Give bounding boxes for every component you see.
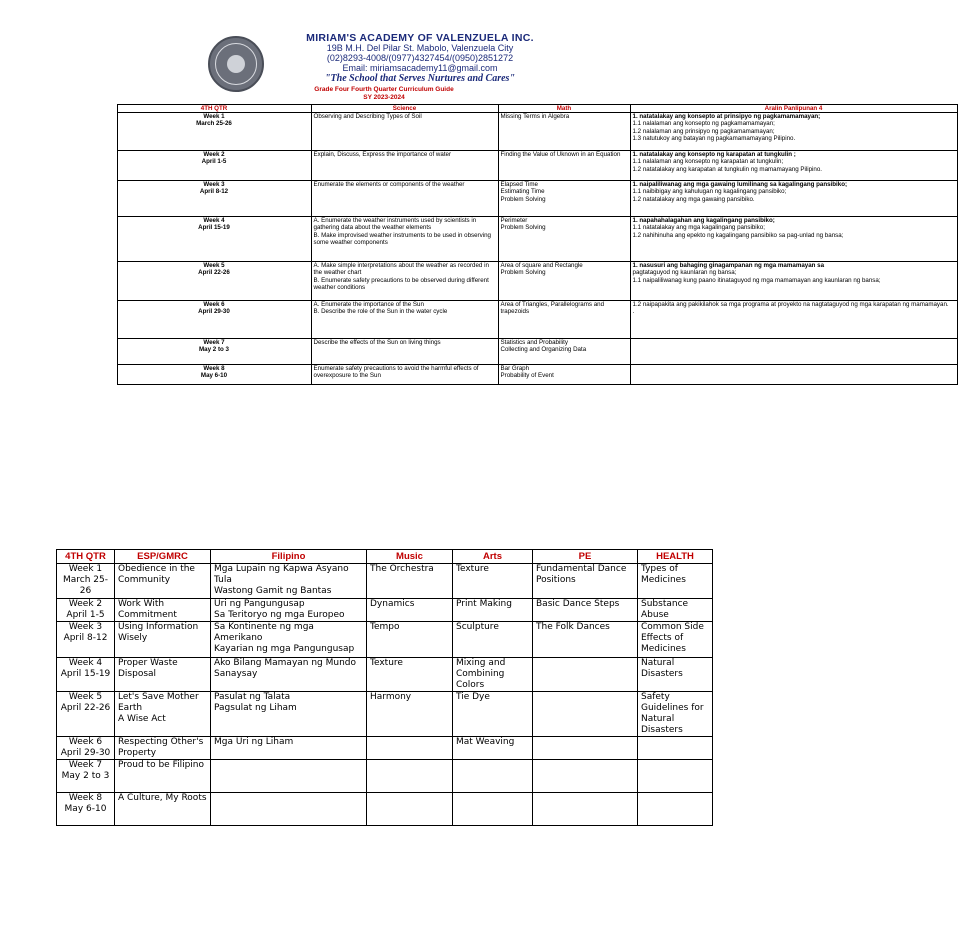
music-topic: Dynamics: [370, 599, 415, 609]
ap-sub-objective: pagtataguyod ng kaunlaran ng bansa;: [632, 269, 737, 277]
ap-main-objective: 1. naipaliliwanag ang mga gawaing lumilinang sa kagalingang pansibiko;: [632, 181, 848, 189]
music-topic: Harmony: [370, 692, 412, 702]
table-row: [57, 760, 713, 793]
week-cell: [57, 692, 115, 737]
week-dates: April 1-5: [66, 610, 105, 620]
week-label: Week 6: [203, 301, 225, 309]
column-header: Math: [498, 105, 630, 113]
arts-topic: Mixing and Combining Colors: [456, 658, 506, 690]
math-topic: Estimating Time: [500, 188, 545, 196]
math-cell: [498, 301, 630, 339]
science-topic: Observing and Describing Types of Soil: [313, 113, 422, 121]
week-label: Week 5: [68, 692, 103, 702]
esp-topic: A Culture, My Roots: [118, 793, 207, 803]
esp-cell: [115, 564, 211, 599]
week-label: Week 8: [203, 365, 225, 373]
health-topic: Substance Abuse: [641, 599, 689, 620]
health-cell: [638, 599, 713, 622]
math-topic: Area of Triangles, Parallelograms and trapezoids: [500, 301, 605, 316]
ap-sub-objective: 1.1 naibibigay ang kahulugan ng kagalingang pansibiko;: [632, 188, 787, 196]
week-cell: [117, 217, 311, 262]
math-cell: [498, 339, 630, 365]
week-label: Week 2: [203, 151, 225, 159]
health-cell: [638, 737, 713, 760]
ap-main-objective: 1. natatalakay ang konsepto at prinsipyo ng pagkamamamayan;: [632, 113, 821, 121]
week-cell: [117, 113, 311, 151]
math-cell: [498, 181, 630, 217]
math-topic: Probability of Event: [500, 372, 554, 380]
filipino-topic: Tula: [214, 575, 232, 585]
pe-topic: Fundamental Dance Positions: [536, 564, 627, 585]
aralin-panlipunan-cell: [630, 301, 957, 339]
week-label: Week 7: [203, 339, 225, 347]
aralin-panlipunan-cell: [630, 217, 957, 262]
music-cell: [367, 692, 453, 737]
math-topic: Problem Solving: [500, 224, 546, 232]
table-row: [57, 692, 713, 737]
aralin-panlipunan-cell: [630, 262, 957, 301]
music-cell: [367, 793, 453, 826]
week-label: Week 5: [203, 262, 225, 270]
esp-cell: [115, 793, 211, 826]
music-cell: [367, 658, 453, 692]
arts-cell: [453, 793, 533, 826]
science-cell: [311, 262, 498, 301]
school-year: SY 2023-2024: [363, 94, 405, 101]
esp-cell: [115, 760, 211, 793]
health-cell: [638, 622, 713, 658]
week-cell: [117, 262, 311, 301]
music-topic: Tempo: [370, 622, 400, 632]
ap-sub-objective: 1.1 nalalaman ang konsepto ng pagkamamamayan;: [632, 120, 775, 128]
week-cell: [57, 658, 115, 692]
science-topic: A. Make simple interpretations about the weather as recorded in the weather chart: [313, 262, 489, 277]
week-cell: [117, 301, 311, 339]
science-cell: [311, 151, 498, 181]
filipino-cell: [211, 658, 367, 692]
pe-topic: Basic Dance Steps: [536, 599, 620, 609]
week-dates: April 22-26: [60, 703, 111, 713]
week-dates: April 8-12: [199, 188, 229, 196]
filipino-topic: Sa Kontinente ng mga Amerikano: [214, 622, 314, 643]
math-topic: Collecting and Organizing Data: [500, 346, 587, 354]
filipino-topic: Sa Teritoryo ng mga Europeo: [214, 610, 345, 620]
aralin-panlipunan-cell: [630, 151, 957, 181]
week-label: Week 4: [68, 658, 103, 668]
filipino-cell: [211, 564, 367, 599]
health-topic: Safety Guidelines for Natural Disasters: [641, 692, 704, 735]
science-cell: [311, 217, 498, 262]
table-row: [57, 737, 713, 760]
week-cell: [57, 760, 115, 793]
school-header: [270, 33, 570, 85]
science-cell: [311, 181, 498, 217]
arts-cell: [453, 737, 533, 760]
week-label: Week 8: [68, 793, 103, 803]
ap-sub-objective: 1.3 natutukoy ang batayan ng pagkamamamayang Pilipino.: [632, 134, 796, 142]
esp-cell: [115, 658, 211, 692]
filipino-topic: Pagsulat ng Liham: [214, 703, 297, 713]
week-dates: April 15-19: [60, 669, 111, 679]
week-dates: May 2 to 3: [61, 771, 110, 781]
pe-topic: The Folk Dances: [536, 622, 610, 632]
table-header-row: [111, 105, 957, 113]
health-topic: Types of Medicines: [641, 564, 686, 585]
esp-topic: Respecting Other's Property: [118, 737, 204, 758]
week-cell: [117, 181, 311, 217]
week-label: Week 7: [68, 760, 103, 770]
week-dates: March 25-26: [63, 575, 108, 596]
arts-cell: [453, 658, 533, 692]
column-header: 4TH QTR: [117, 105, 311, 113]
ap-main-objective: 1. nasusuri ang bahaging ginagampanan ng mga mamamayan sa: [632, 262, 825, 270]
aralin-panlipunan-cell: [630, 339, 957, 365]
health-topic: Natural Disasters: [641, 658, 683, 679]
health-topic: Common Side Effects of Medicines: [641, 622, 704, 654]
ap-main-objective: 1. napahahalagahan ang kagalingang pansibiko;: [632, 217, 775, 225]
science-topic: A. Enumerate the weather instruments used by scientists in gathering data about the weather elements: [313, 217, 477, 232]
week-dates: May 2 to 3: [199, 346, 229, 354]
health-cell: [638, 692, 713, 737]
ap-sub-objective: 1.1 naipaliliwanag kung paano itinataguyod ng mga mamamayan ang kaunlaran ng bansa;: [632, 276, 881, 284]
esp-topic: Proud to be Filipino: [118, 760, 205, 770]
health-cell: [638, 658, 713, 692]
filipino-topic: Ako Bilang Mamayan ng Mundo: [214, 658, 357, 668]
music-cell: [367, 564, 453, 599]
table-row: [57, 658, 713, 692]
science-topic: B. Enumerate safety precautions to be observed during different weather conditions: [313, 276, 489, 291]
pe-cell: [533, 658, 638, 692]
week-dates: April 29-30: [60, 748, 111, 758]
week-dates: May 6-10: [64, 804, 107, 814]
ap-sub-objective: 1.1 natatalakay ang mga kagalingang pansibiko;: [632, 224, 765, 232]
school-email: Email: miriamsacademy11@gmail.com: [342, 63, 498, 73]
science-topic: Explain, Discuss, Express the importance of water: [313, 151, 452, 159]
table-row: [111, 301, 957, 339]
filipino-cell: [211, 793, 367, 826]
esp-topic: Let's Save Mother Earth: [118, 692, 199, 713]
table-row: [57, 564, 713, 599]
health-cell: [638, 564, 713, 599]
filipino-cell: [211, 692, 367, 737]
school-seal-logo: [208, 36, 264, 92]
esp-topic: A Wise Act: [118, 714, 166, 724]
week-label: Week 2: [68, 599, 103, 609]
filipino-topic: Pasulat ng Talata: [214, 692, 291, 702]
arts-topic: Texture: [456, 564, 489, 574]
music-cell: [367, 737, 453, 760]
ap-sub-objective: 1.2 naipapakita ang pakikilahok sa mga programa at proyekto na nagtataguyod ng mga karapatan ng mamamayan.: [632, 301, 949, 309]
ap-sub-objective: 1.2 nalalaman ang prinsipyo ng pagkamamamayan;: [632, 127, 775, 135]
math-cell: [498, 365, 630, 385]
week-dates: April 8-12: [63, 633, 108, 643]
arts-cell: [453, 622, 533, 658]
week-label: Week 4: [203, 217, 225, 225]
column-header: ESP/GMRC: [115, 550, 211, 564]
week-dates: April 29-30: [198, 308, 230, 316]
filipino-topic: Sanaysay: [214, 669, 258, 679]
science-topic: B. Make improvised weather instruments to be used in observing some weather components: [313, 231, 491, 246]
table-row: [111, 113, 957, 151]
ap-sub-objective: .: [632, 308, 635, 316]
pe-cell: [533, 737, 638, 760]
math-cell: [498, 262, 630, 301]
pe-cell: [533, 760, 638, 793]
science-cell: [311, 301, 498, 339]
ap-sub-objective: 1.2 natatalakay ang karapatan at tungkulin ng mamamayang Pilipino.: [632, 165, 823, 173]
table-row: [57, 622, 713, 658]
math-cell: [498, 113, 630, 151]
column-header: Music: [367, 550, 453, 564]
school-name: MIRIAM'S ACADEMY OF VALENZUELA INC.: [306, 32, 534, 44]
esp-cell: [115, 692, 211, 737]
esp-cell: [115, 599, 211, 622]
school-address: 19B M.H. Del Pilar St. Mabolo, Valenzuela City: [326, 43, 514, 53]
table-row: [111, 217, 957, 262]
table-row: [111, 365, 957, 385]
column-header: Science: [311, 105, 498, 113]
esp-topic: Obedience in the Community: [118, 564, 195, 585]
column-header: PE: [533, 550, 638, 564]
ap-sub-objective: 1.2 nahihinuha ang epekto ng kagalingang pansibiko sa pag-unlad ng bansa;: [632, 231, 844, 239]
filipino-topic: Uri ng Pangungusap: [214, 599, 305, 609]
science-topic: Describe the effects of the Sun on living things: [313, 339, 441, 347]
school-motto: "The School that Serves Nurtures and Cares": [324, 73, 516, 84]
week-label: Week 6: [68, 737, 103, 747]
science-cell: [311, 339, 498, 365]
curriculum-table-core-subjects: [111, 104, 958, 385]
column-header: Arts: [453, 550, 533, 564]
science-topic: Enumerate safety precautions to avoid the harmful effects of overexposure to the Sun: [313, 365, 479, 380]
math-topic: Statistics and Probability: [500, 339, 568, 347]
week-cell: [57, 622, 115, 658]
week-dates: May 6-10: [200, 372, 228, 380]
table-row: [111, 262, 957, 301]
music-topic: The Orchestra: [370, 564, 434, 574]
music-cell: [367, 760, 453, 793]
filipino-cell: [211, 622, 367, 658]
table-row: [111, 181, 957, 217]
week-cell: [57, 599, 115, 622]
math-topic: Missing Terms in Algebra: [500, 113, 570, 121]
ap-sub-objective: 1.1 nalalaman ang konsepto ng karapatan at tungkulin;: [632, 158, 784, 166]
math-cell: [498, 151, 630, 181]
table-header-row: [57, 550, 713, 564]
math-topic: Perimeter: [500, 217, 528, 225]
week-dates: April 1-5: [201, 158, 227, 166]
table-row: [57, 793, 713, 826]
ap-main-objective: 1. natatalakay ang konsepto ng karapatan at tungkulin ;: [632, 151, 796, 159]
filipino-cell: [211, 599, 367, 622]
week-dates: March 25-26: [196, 120, 232, 128]
science-topic: B. Describe the role of the Sun in the water cycle: [313, 308, 448, 316]
math-topic: Problem Solving: [500, 269, 546, 277]
week-cell: [57, 737, 115, 760]
arts-topic: Print Making: [456, 599, 512, 609]
science-cell: [311, 113, 498, 151]
week-cell: [117, 365, 311, 385]
table-row: [111, 151, 957, 181]
health-cell: [638, 760, 713, 793]
document-title: Grade Four Fourth Quarter Curriculum Guide: [314, 86, 454, 93]
filipino-topic: Wastong Gamit ng Bantas: [214, 586, 332, 596]
column-header: 4TH QTR: [57, 550, 115, 564]
arts-cell: [453, 599, 533, 622]
math-topic: Area of square and Rectangle: [500, 262, 583, 270]
arts-cell: [453, 692, 533, 737]
seal-emblem: [227, 55, 245, 73]
column-header: HEALTH: [638, 550, 713, 564]
curriculum-table-other-subjects: [56, 549, 713, 826]
math-topic: Elapsed Time: [500, 181, 538, 189]
week-dates: April 22-26: [198, 269, 230, 277]
esp-topic: Using Information Wisely: [118, 622, 199, 643]
column-header: Aralin Panlipunan 4: [630, 105, 957, 113]
esp-topic: Work With Commitment: [118, 599, 177, 620]
week-label: Week 3: [68, 622, 103, 632]
ap-sub-objective: 1.2 natatalakay ang mga gawaing pansibiko.: [632, 195, 755, 203]
week-label: Week 1: [203, 113, 225, 121]
arts-topic: Tie Dye: [456, 692, 490, 702]
arts-cell: [453, 564, 533, 599]
table-row: [111, 339, 957, 365]
esp-cell: [115, 737, 211, 760]
esp-cell: [115, 622, 211, 658]
music-topic: Texture: [370, 658, 403, 668]
science-topic: A. Enumerate the importance of the Sun: [313, 301, 424, 309]
science-topic: Enumerate the elements or components of the weather: [313, 181, 465, 189]
filipino-cell: [211, 737, 367, 760]
table-row: [57, 599, 713, 622]
math-topic: Bar Graph: [500, 365, 530, 373]
pe-cell: [533, 564, 638, 599]
week-cell: [57, 793, 115, 826]
aralin-panlipunan-cell: [630, 113, 957, 151]
filipino-topic: Kayarian ng mga Pangungusap: [214, 644, 355, 654]
week-cell: [57, 564, 115, 599]
pe-cell: [533, 692, 638, 737]
filipino-cell: [211, 760, 367, 793]
aralin-panlipunan-cell: [630, 365, 957, 385]
pe-cell: [533, 793, 638, 826]
week-cell: [117, 151, 311, 181]
music-cell: [367, 599, 453, 622]
pe-cell: [533, 622, 638, 658]
filipino-topic: Mga Uri ng Liham: [214, 737, 294, 747]
column-header: Filipino: [211, 550, 367, 564]
math-topic: Finding the Value of Uknown in an Equation: [500, 151, 621, 159]
esp-topic: Proper Waste Disposal: [118, 658, 178, 679]
arts-cell: [453, 760, 533, 793]
science-cell: [311, 365, 498, 385]
pe-cell: [533, 599, 638, 622]
week-label: Week 3: [203, 181, 225, 189]
arts-topic: Sculpture: [456, 622, 499, 632]
school-phone: (02)8293-4008/(0977)4327454/(0950)2851272: [326, 53, 514, 63]
week-dates: April 15-19: [198, 224, 230, 232]
week-label: Week 1: [68, 564, 103, 574]
aralin-panlipunan-cell: [630, 181, 957, 217]
arts-topic: Mat Weaving: [456, 737, 515, 747]
health-cell: [638, 793, 713, 826]
week-cell: [117, 339, 311, 365]
filipino-topic: Mga Lupain ng Kapwa Asyano: [214, 564, 349, 574]
math-cell: [498, 217, 630, 262]
math-topic: Problem Solving: [500, 195, 546, 203]
music-cell: [367, 622, 453, 658]
